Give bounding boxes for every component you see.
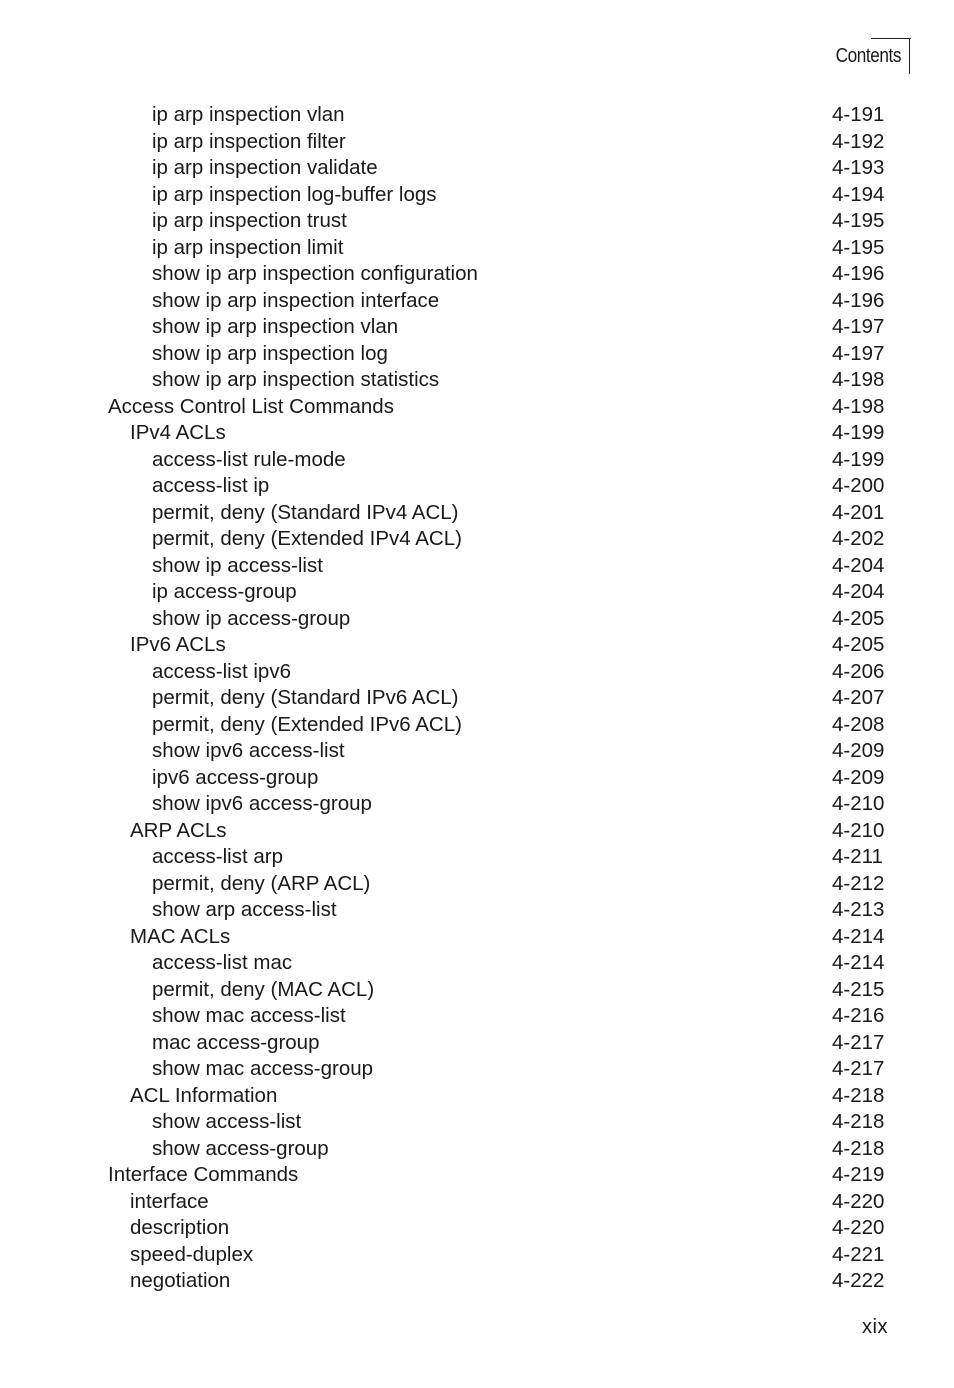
toc-entry-page: 4-214 — [832, 924, 885, 948]
toc-entry[interactable] — [0, 1003, 954, 1030]
toc-entry-page: 4-220 — [832, 1216, 885, 1239]
toc-entry-page: 4-199 — [832, 447, 885, 471]
toc-entry[interactable] — [0, 553, 954, 580]
toc-entry-title: Access Control List Commands — [108, 394, 394, 418]
table-of-contents — [0, 102, 954, 1295]
toc-entry[interactable] — [0, 897, 954, 924]
toc-entry[interactable] — [0, 341, 954, 368]
toc-entry-page: 4-202 — [832, 527, 885, 550]
toc-entry[interactable] — [0, 950, 954, 977]
toc-entry[interactable] — [0, 261, 954, 288]
toc-entry-page: 4-204 — [832, 580, 885, 603]
toc-entry-title: negotiation — [130, 1269, 231, 1292]
toc-entry-title: show ipv6 access-group — [152, 792, 372, 815]
page-number: xix — [862, 1316, 888, 1338]
toc-entry-title: Interface Commands — [108, 1163, 299, 1186]
toc-entry-title: permit, deny (Extended IPv4 ACL) — [152, 527, 462, 550]
toc-entry-title: access-list rule-mode — [152, 447, 346, 471]
toc-entry[interactable] — [0, 473, 954, 500]
toc-entry-title: show access-group — [152, 1136, 329, 1160]
toc-entry[interactable] — [0, 871, 954, 898]
toc-entry-title: show arp access-list — [152, 898, 337, 921]
toc-entry[interactable] — [0, 500, 954, 527]
toc-entry-title: access-list ip — [152, 474, 270, 497]
toc-entry[interactable] — [0, 526, 954, 553]
toc-entry-title: access-list ipv6 — [152, 659, 291, 683]
toc-entry-page: 4-208 — [832, 712, 885, 736]
toc-entry-page: 4-195 — [832, 235, 885, 259]
toc-entry[interactable] — [0, 1056, 954, 1083]
toc-entry[interactable] — [0, 738, 954, 765]
toc-entry-title: interface — [130, 1189, 209, 1213]
toc-entry-page: 4-213 — [832, 898, 885, 921]
toc-entry-title: IPv4 ACLs — [130, 421, 226, 444]
toc-entry[interactable] — [0, 685, 954, 712]
toc-entry-title: ACL Information — [130, 1083, 278, 1107]
toc-entry-page: 4-210 — [832, 792, 885, 815]
toc-entry-title: show mac access-group — [152, 1057, 374, 1080]
toc-entry-title: ip arp inspection trust — [152, 209, 347, 232]
toc-entry-page: 4-218 — [832, 1110, 885, 1133]
toc-entry-title: permit, deny (Extended IPv6 ACL) — [152, 712, 462, 736]
toc-entry[interactable] — [0, 1268, 954, 1295]
toc-entry-title: MAC ACLs — [130, 924, 231, 948]
toc-entry-page: 4-200 — [832, 474, 885, 497]
toc-entry-page: 4-214 — [832, 951, 885, 974]
toc-entry[interactable] — [0, 1136, 954, 1163]
toc-entry[interactable] — [0, 129, 954, 156]
toc-entry-title: show ip access-list — [152, 553, 323, 577]
toc-entry-title: show ip arp inspection vlan — [152, 315, 399, 338]
toc-entry[interactable] — [0, 1242, 954, 1269]
toc-entry[interactable] — [0, 606, 954, 633]
toc-entry-title: show ip arp inspection configuration — [152, 262, 478, 285]
toc-entry-page: 4-210 — [832, 818, 885, 842]
toc-entry[interactable] — [0, 844, 954, 871]
toc-entry-page: 4-218 — [832, 1136, 885, 1160]
toc-entry-page: 4-192 — [832, 129, 885, 153]
toc-entry-title: ip arp inspection limit — [152, 235, 344, 259]
toc-entry-title: show ip arp inspection interface — [152, 288, 440, 312]
toc-entry-page: 4-204 — [832, 553, 885, 577]
toc-entry-title: ip access-group — [152, 580, 297, 603]
toc-entry-page: 4-215 — [832, 977, 885, 1001]
toc-entry-title: ip arp inspection validate — [152, 156, 378, 179]
toc-entry-title: access-list arp — [152, 845, 284, 868]
toc-entry-page: 4-193 — [832, 156, 885, 179]
toc-entry[interactable] — [0, 791, 954, 818]
toc-entry-title: permit, deny (Standard IPv4 ACL) — [152, 500, 459, 524]
toc-entry-page: 4-212 — [832, 871, 885, 895]
toc-entry-title: show ip access-group — [152, 606, 351, 630]
toc-entry[interactable] — [0, 394, 954, 421]
toc-entry-title: show ip arp inspection log — [152, 341, 388, 365]
toc-entry[interactable] — [0, 1083, 954, 1110]
toc-entry-title: access-list mac — [152, 951, 293, 974]
toc-entry-page: 4-219 — [832, 1163, 885, 1186]
toc-entry-page: 4-198 — [832, 368, 885, 391]
toc-entry-title: ip arp inspection vlan — [152, 103, 345, 126]
toc-entry[interactable] — [0, 818, 954, 845]
toc-entry-title: show mac access-list — [152, 1004, 346, 1027]
toc-entry[interactable] — [0, 1215, 954, 1242]
toc-entry[interactable] — [0, 924, 954, 951]
toc-entry[interactable] — [0, 367, 954, 394]
toc-entry[interactable] — [0, 1189, 954, 1216]
toc-entry[interactable] — [0, 765, 954, 792]
toc-entry[interactable] — [0, 447, 954, 474]
toc-entry-title: ip arp inspection log-buffer logs — [152, 182, 437, 206]
toc-entry-title: ipv6 access-group — [152, 765, 319, 789]
toc-entry-page: 4-217 — [832, 1057, 885, 1080]
toc-entry-title: ARP ACLs — [130, 818, 227, 842]
toc-entry-page: 4-209 — [832, 765, 885, 789]
toc-entry-page: 4-218 — [832, 1083, 885, 1107]
toc-entry-page: 4-198 — [832, 394, 885, 418]
toc-entry-title: show ip arp inspection statistics — [152, 368, 440, 391]
toc-entry[interactable] — [0, 579, 954, 606]
toc-entry-page: 4-199 — [832, 421, 885, 444]
toc-entry-page: 4-197 — [832, 341, 885, 365]
toc-entry[interactable] — [0, 977, 954, 1004]
toc-entry[interactable] — [0, 102, 954, 129]
toc-entry-page: 4-211 — [832, 845, 883, 868]
toc-entry-title: IPv6 ACLs — [130, 633, 226, 656]
toc-entry[interactable] — [0, 632, 954, 659]
toc-entry[interactable] — [0, 182, 954, 209]
toc-entry[interactable] — [0, 1162, 954, 1189]
toc-entry-page: 4-195 — [832, 209, 885, 232]
toc-entry-title: permit, deny (ARP ACL) — [152, 871, 371, 895]
toc-entry-page: 4-196 — [832, 288, 885, 312]
toc-entry-title: show ipv6 access-list — [152, 739, 345, 762]
toc-entry-page: 4-220 — [832, 1189, 885, 1213]
toc-entry-title: permit, deny (MAC ACL) — [152, 977, 375, 1001]
toc-entry[interactable] — [0, 208, 954, 235]
toc-entry[interactable] — [0, 314, 954, 341]
toc-entry-page: 4-217 — [832, 1030, 885, 1054]
toc-entry-title: permit, deny (Standard IPv6 ACL) — [152, 686, 459, 709]
toc-entry-page: 4-205 — [832, 606, 885, 630]
toc-entry[interactable] — [0, 235, 954, 262]
toc-entry-page: 4-206 — [832, 659, 885, 683]
toc-entry[interactable] — [0, 155, 954, 182]
toc-entry[interactable] — [0, 1030, 954, 1057]
toc-entry-page: 4-209 — [832, 739, 885, 762]
toc-entry-page: 4-205 — [832, 633, 885, 656]
toc-entry-title: speed-duplex — [130, 1242, 254, 1266]
toc-entry[interactable] — [0, 659, 954, 686]
toc-entry-title: show access-list — [152, 1110, 302, 1133]
toc-entry-page: 4-197 — [832, 315, 885, 338]
toc-entry-page: 4-201 — [832, 500, 885, 524]
toc-entry-title: mac access-group — [152, 1030, 320, 1054]
toc-entry-page: 4-221 — [832, 1242, 885, 1266]
toc-entry-page: 4-207 — [832, 686, 885, 709]
header-rule — [871, 38, 911, 39]
toc-entry-title: description — [130, 1216, 230, 1239]
header-section-label: Contents — [835, 44, 901, 67]
toc-entry-page: 4-194 — [832, 182, 885, 206]
toc-entry-page: 4-191 — [832, 103, 885, 126]
toc-entry-page: 4-196 — [832, 262, 885, 285]
toc-entry-page: 4-222 — [832, 1269, 885, 1292]
toc-entry-page: 4-216 — [832, 1004, 885, 1027]
toc-entry[interactable] — [0, 288, 954, 315]
toc-entry[interactable] — [0, 1109, 954, 1136]
toc-entry-title: ip arp inspection filter — [152, 129, 346, 153]
running-header — [825, 38, 910, 74]
toc-entry[interactable] — [0, 420, 954, 447]
toc-entry[interactable] — [0, 712, 954, 739]
